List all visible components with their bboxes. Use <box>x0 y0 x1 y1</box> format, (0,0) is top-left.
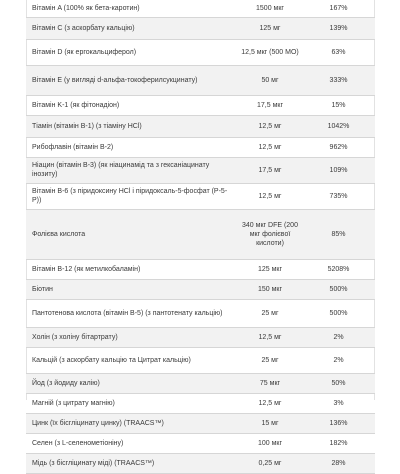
nutrient-name-cell: Магній (з цитрату магнію) <box>26 393 238 413</box>
daily-value-cell: 182% <box>302 433 375 453</box>
amount-cell: 100 мкг <box>238 433 302 453</box>
table-row <box>26 279 375 299</box>
table-row <box>26 347 375 373</box>
amount-cell: 12,5 мг <box>238 183 302 209</box>
daily-value-cell: 50% <box>302 373 375 393</box>
table-row <box>26 327 375 347</box>
table-row <box>26 259 375 279</box>
amount-cell: 75 мкг <box>238 373 302 393</box>
daily-value-cell: 735% <box>302 183 375 209</box>
daily-value-cell: 139% <box>302 17 375 39</box>
nutrient-name-cell: Біотин <box>26 279 238 299</box>
table-row <box>26 299 375 327</box>
amount-cell: 12,5 мг <box>238 137 302 157</box>
table-row <box>26 433 375 453</box>
nutrient-name-cell: Цинк (їх бісгліцинату цинку) (TRAACS™) <box>26 413 238 433</box>
table-row <box>26 115 375 137</box>
daily-value-cell: 15% <box>302 95 375 115</box>
nutrient-name-cell: Йод (з йодиду калію) <box>26 373 238 393</box>
nutrient-name-cell: Ніацин (вітамін B-3) (як ніацинамід та з гексаніацинату інозиту) <box>26 157 238 183</box>
amount-cell: 12,5 мкг (500 МО) <box>238 39 302 65</box>
daily-value-cell: 962% <box>302 137 375 157</box>
daily-value-cell: 2% <box>302 327 375 347</box>
nutrient-name-cell: Вітамін E (у вигляді d-альфа-токоферилсукцинату) <box>26 65 238 95</box>
daily-value-cell: 333% <box>302 65 375 95</box>
nutrient-name-cell: Вітамін B-6 (з піридоксину HCl і піридоксаль-5-фосфат (P-5-P)) <box>26 183 238 209</box>
daily-value-cell: 136% <box>302 413 375 433</box>
nutrient-name-cell: Рибофлавін (вітамін B-2) <box>26 137 238 157</box>
nutrient-name-cell: Вітамін B-12 (як метилкобаламін) <box>26 259 238 279</box>
amount-cell: 12,5 мг <box>238 115 302 137</box>
nutrient-name-cell: Пантотенова кислота (вітамін B-5) (з пантотенату кальцію) <box>26 299 238 327</box>
table-row <box>26 95 375 115</box>
nutrient-name-cell: Холін (з холіну бітартрату) <box>26 327 238 347</box>
table-row <box>26 413 375 433</box>
table-row <box>26 453 375 473</box>
table-row <box>26 0 375 17</box>
daily-value-cell: 500% <box>302 279 375 299</box>
amount-cell: 1500 мкг <box>238 0 302 17</box>
daily-value-cell: 28% <box>302 453 375 473</box>
nutrient-name-cell: Вітамін D (як ергокальциферол) <box>26 39 238 65</box>
daily-value-cell: 500% <box>302 299 375 327</box>
table-row <box>26 373 375 393</box>
table-row <box>26 137 375 157</box>
amount-cell: 25 мг <box>238 299 302 327</box>
nutrient-name-cell: Кальцій (з аскорбату кальцію та Цитрат кальцію) <box>26 347 238 373</box>
daily-value-cell: 1042% <box>302 115 375 137</box>
amount-cell: 125 мг <box>238 17 302 39</box>
daily-value-cell: 3% <box>302 393 375 413</box>
daily-value-cell: 167% <box>302 0 375 17</box>
table-row <box>26 17 375 39</box>
table-row <box>26 65 375 95</box>
amount-cell: 0,25 мг <box>238 453 302 473</box>
supplement-facts-table <box>26 0 375 467</box>
amount-cell: 12,5 мг <box>238 393 302 413</box>
table-row <box>26 157 375 183</box>
amount-cell: 17,5 мкг <box>238 95 302 115</box>
table-row <box>26 209 375 259</box>
table-row <box>26 39 375 65</box>
amount-cell: 50 мг <box>238 65 302 95</box>
nutrient-name-cell: Селен (з L-селенометіоніну) <box>26 433 238 453</box>
daily-value-cell: 5208% <box>302 259 375 279</box>
nutrient-name-cell: Тіамін (вітамін B-1) (з тіаміну HCl) <box>26 115 238 137</box>
amount-cell: 12,5 мг <box>238 327 302 347</box>
amount-cell: 15 мг <box>238 413 302 433</box>
amount-cell: 340 мкг DFE (200 мкг фолієвої кислоти) <box>238 209 302 259</box>
table-row <box>26 393 375 413</box>
amount-cell: 25 мг <box>238 347 302 373</box>
daily-value-cell: 109% <box>302 157 375 183</box>
nutrient-name-cell: Вітамін C (з аскорбату кальцію) <box>26 17 238 39</box>
amount-cell: 150 мкг <box>238 279 302 299</box>
daily-value-cell: 85% <box>302 209 375 259</box>
nutrient-table <box>26 0 375 474</box>
nutrient-name-cell: Вітамін A (100% як бета-каротин) <box>26 0 238 17</box>
daily-value-cell: 63% <box>302 39 375 65</box>
table-row <box>26 183 375 209</box>
amount-cell: 17,5 мг <box>238 157 302 183</box>
amount-cell: 125 мкг <box>238 259 302 279</box>
nutrient-name-cell: Вітамін K-1 (як фітонадіон) <box>26 95 238 115</box>
daily-value-cell: 2% <box>302 347 375 373</box>
nutrient-name-cell: Фолієва кислота <box>26 209 238 259</box>
nutrient-name-cell: Мідь (з бісгліцинату міді) (TRAACS™) <box>26 453 238 473</box>
